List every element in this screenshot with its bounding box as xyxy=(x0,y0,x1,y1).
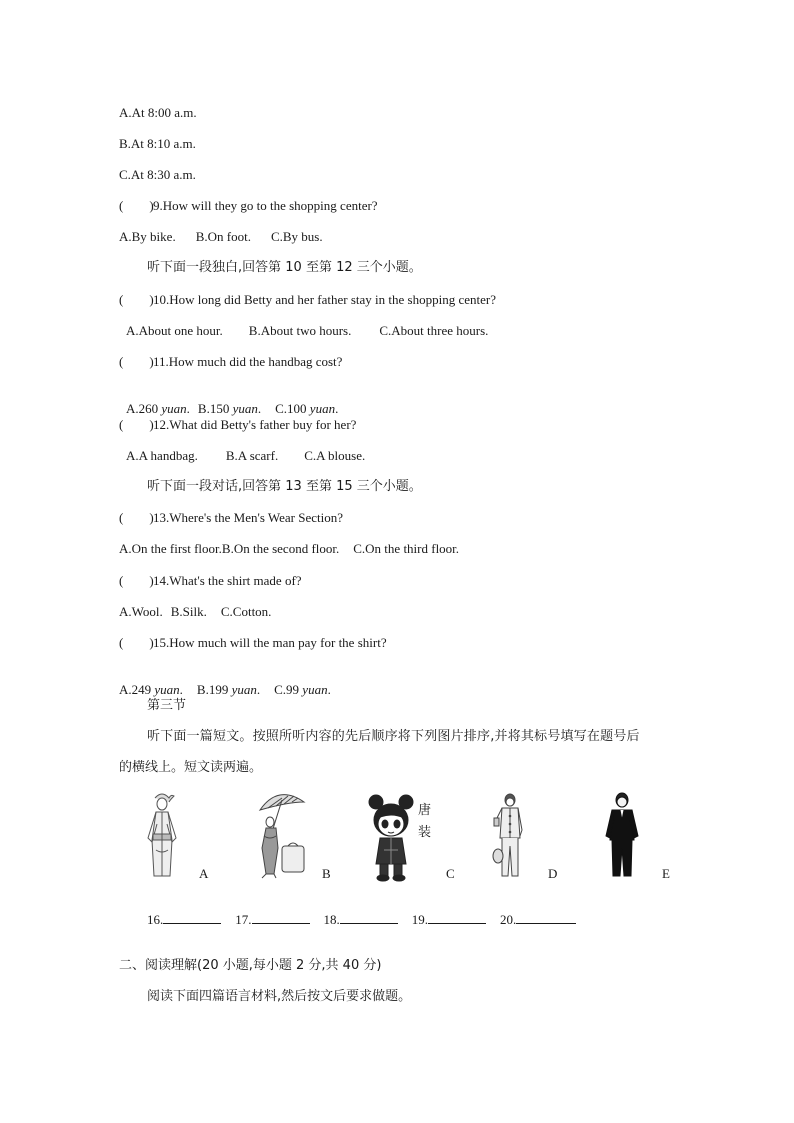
q11-question: 11.How much did the handbag cost? xyxy=(153,354,343,369)
qipao-umbrella-woman-icon xyxy=(248,788,314,880)
blank-17[interactable] xyxy=(252,911,310,924)
blank-16[interactable] xyxy=(163,911,221,924)
blank-18-label: 18. xyxy=(323,912,340,927)
instruction-13-15: 听下面一段对话,回答第 13 至第 15 三个小题。 xyxy=(147,479,422,494)
q10-stem xyxy=(119,292,496,308)
picture-a xyxy=(140,790,184,880)
q12-option-c: C.A blouse. xyxy=(304,448,366,463)
q10-option-c: C.About three hours. xyxy=(379,323,489,338)
blank-17-label: 17. xyxy=(235,912,252,927)
q13-question: 13.Where's the Men's Wear Section? xyxy=(153,510,344,525)
q9-option-a: A.By bike. xyxy=(119,229,176,244)
q13-option-b: B.On the second floor. xyxy=(221,541,340,556)
q8-option-b: B.At 8:10 a.m. xyxy=(119,136,196,151)
q9-question: 9.How will they go to the shopping center? xyxy=(153,198,378,213)
q11-options xyxy=(126,385,338,417)
q9-option-b: B.On foot. xyxy=(195,229,251,244)
picture-c-letter: C xyxy=(446,866,455,881)
q10-question: 10.How long did Betty and her father stay in the shopping center? xyxy=(153,292,496,307)
blank-20[interactable] xyxy=(516,911,576,924)
q13-option-c: C.On the third floor. xyxy=(353,541,460,556)
q13-options xyxy=(119,541,459,557)
picture-e xyxy=(600,790,644,880)
q10-options xyxy=(126,323,488,339)
q9-options xyxy=(119,229,323,245)
q11-stem xyxy=(119,354,342,370)
blank-16-label: 16. xyxy=(147,912,164,927)
q14-question: 14.What's the shirt made of? xyxy=(153,573,302,588)
tang-costume-girl-icon xyxy=(366,790,416,882)
q15-option-b: B.199 yuan. xyxy=(196,682,261,697)
answer-paren[interactable]: ( ) xyxy=(119,354,154,369)
answer-paren[interactable]: ( ) xyxy=(119,198,154,213)
q15-question: 15.How much will the man pay for the shirt? xyxy=(153,635,387,650)
q15-option-c: C.99 yuan. xyxy=(274,682,331,697)
picture-d-letter: D xyxy=(548,866,558,881)
section3-title: 第三节 xyxy=(147,698,187,713)
section3-instruction-line1: 听下面一篇短文。按照所听内容的先后顺序将下列图片排序,并将其标号填写在题号后 xyxy=(147,729,640,744)
q12-stem xyxy=(119,417,356,433)
answer-blanks xyxy=(147,895,576,928)
picture-b xyxy=(248,788,314,880)
blank-19[interactable] xyxy=(428,911,486,924)
q10-option-b: B.About two hours. xyxy=(248,323,352,338)
q15-options xyxy=(119,666,331,698)
q9-stem xyxy=(119,198,378,214)
q15-stem xyxy=(119,635,387,651)
q14-stem xyxy=(119,573,302,589)
picture-a-letter: A xyxy=(199,866,209,881)
q12-options xyxy=(126,448,365,464)
q10-option-a: A.About one hour. xyxy=(126,323,223,338)
q14-option-a: A.Wool. xyxy=(119,604,163,619)
picture-e-letter: E xyxy=(662,866,670,881)
answer-paren[interactable]: ( ) xyxy=(119,417,154,432)
section3-instruction-line2: 的横线上。短文读两遍。 xyxy=(119,760,263,775)
q13-stem xyxy=(119,510,343,526)
q11-option-b: B.150 yuan. xyxy=(197,401,262,416)
black-suit-man-icon xyxy=(600,790,644,880)
picture-c-caption: 唐装 xyxy=(418,803,432,840)
blank-18[interactable] xyxy=(340,911,398,924)
picture-c xyxy=(366,790,416,882)
blank-20-label: 20. xyxy=(500,912,517,927)
q11-option-c: C.100 yuan. xyxy=(275,401,339,416)
q12-question: 12.What did Betty's father buy for her? xyxy=(153,417,357,432)
part2-title: 二、阅读理解(20 小题,每小题 2 分,共 40 分) xyxy=(119,958,382,973)
q14-option-b: B.Silk. xyxy=(170,604,207,619)
q13-option-a: A.On the first floor. xyxy=(119,541,222,556)
q8-option-a: A.At 8:00 a.m. xyxy=(119,105,197,120)
q12-option-b: B.A scarf. xyxy=(225,448,279,463)
picture-d xyxy=(490,790,530,880)
q15-option-a: A.249 yuan. xyxy=(119,682,183,697)
answer-paren[interactable]: ( ) xyxy=(119,573,154,588)
instruction-10-12: 听下面一段独白,回答第 10 至第 12 三个小题。 xyxy=(147,260,422,275)
q14-option-c: C.Cotton. xyxy=(220,604,272,619)
q11-option-a: A.260 yuan. xyxy=(126,401,190,416)
answer-paren[interactable]: ( ) xyxy=(119,635,154,650)
q14-options xyxy=(119,604,271,620)
answer-paren[interactable]: ( ) xyxy=(119,292,154,307)
q9-option-c: C.By bus. xyxy=(270,229,323,244)
q12-option-a: A.A handbag. xyxy=(126,448,198,463)
part2-instruction: 阅读下面四篇语言材料,然后按文后要求做题。 xyxy=(147,989,412,1004)
answer-paren[interactable]: ( ) xyxy=(119,510,154,525)
picture-b-letter: B xyxy=(322,866,331,881)
blank-19-label: 19. xyxy=(411,912,428,927)
tunic-suit-man-icon xyxy=(490,790,530,880)
q8-option-c: C.At 8:30 a.m. xyxy=(119,167,196,182)
kimono-woman-icon xyxy=(140,790,184,880)
